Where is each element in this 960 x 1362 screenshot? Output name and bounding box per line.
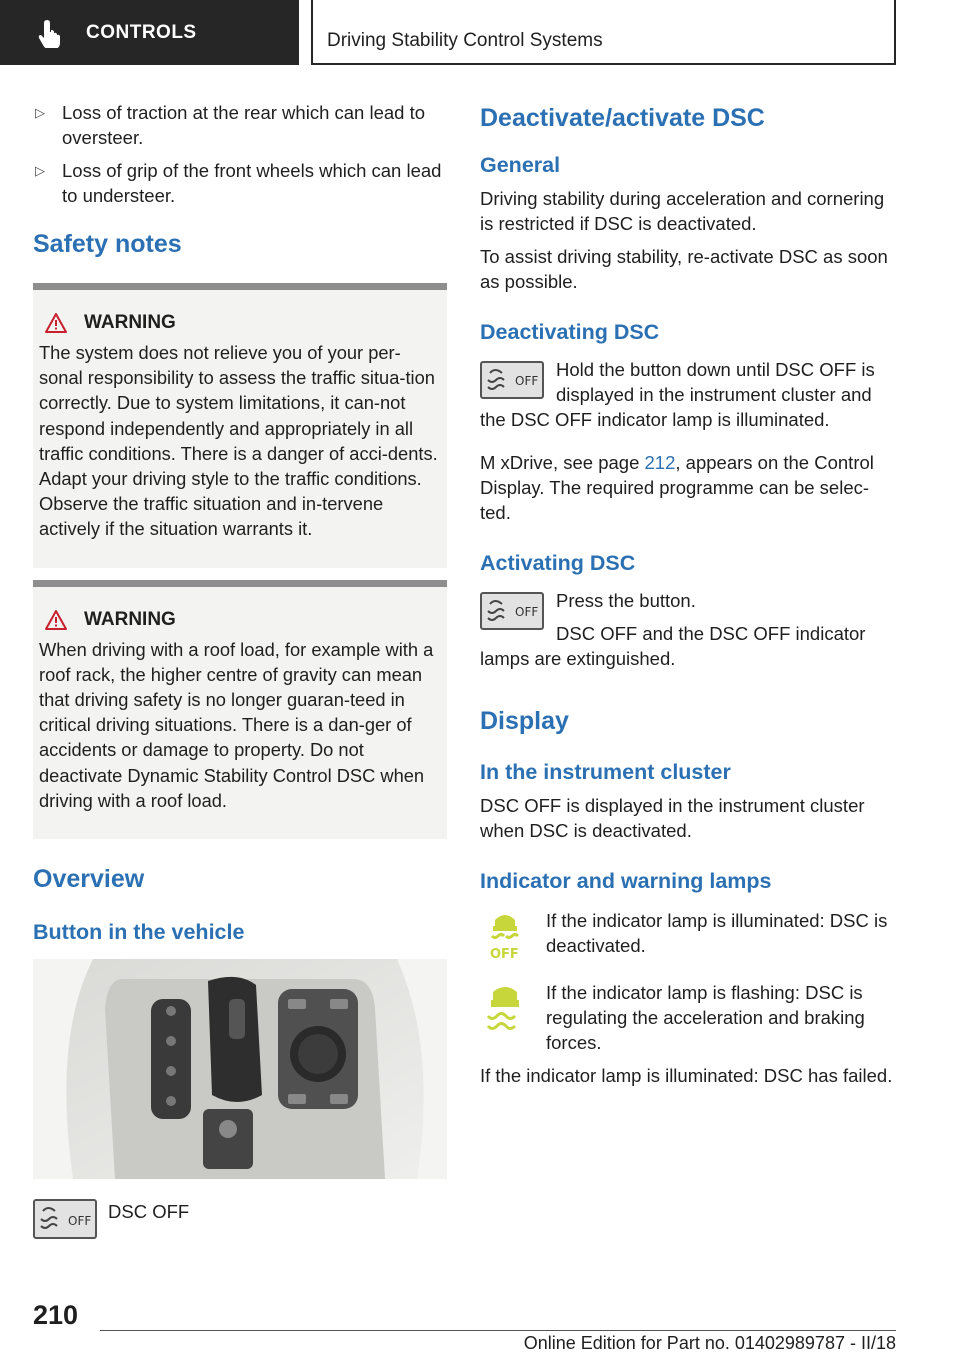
activating-text: DSC OFF and the DSC OFF indicator lamps are extinguished.: [480, 623, 866, 669]
dsc-off-caption: DSC OFF: [108, 1201, 190, 1223]
lamp-off-label: OFF: [490, 947, 519, 962]
warning-text: When driving with a roof load, for example with a roof rack, the higher centre of gravity can mean that driving safety is no longer guaran‐teed in critical driving situations. There is a dan‐ger of accidents or damage to property. Do not deactivate Dynamic Stability Control DSC when driving with a roof load.: [39, 638, 434, 811]
warning-triangle-icon: [45, 610, 67, 630]
edition-text: Online Edition for Part no. 01402989787 - II/18: [523, 1333, 896, 1353]
section-title: CONTROLS: [86, 21, 197, 43]
lamp-text: If the indicator lamp is flashing: DSC is regulating the acceleration and braking forces.: [546, 982, 865, 1053]
warning-box: [33, 580, 447, 839]
page-number: 210: [33, 1300, 79, 1330]
list-item-text: Loss of grip of the front wheels which can lead to understeer.: [62, 160, 442, 206]
page-link[interactable]: 212: [644, 452, 676, 473]
dsc-off-button-label: OFF: [68, 1214, 92, 1229]
lamp-row: [480, 980, 898, 1055]
deactivate-activate-heading: Deactivate/activate DSC: [480, 104, 765, 132]
left-column: [33, 100, 447, 1239]
dsc-off-button-label: OFF: [515, 374, 539, 388]
list-item: [33, 158, 447, 208]
dsc-off-button-icon: [480, 361, 544, 399]
instrument-cluster-heading: In the instrument cluster: [480, 760, 731, 784]
dsc-off-button-icon: [480, 592, 544, 630]
activating-text: Press the button.: [556, 590, 696, 611]
triangle-bullet-icon: ▷: [35, 105, 45, 120]
lamp-row: [480, 908, 898, 962]
warning-triangle-icon: [45, 313, 67, 333]
dsc-caption-row: [33, 1199, 447, 1239]
safety-notes-heading: Safety notes: [33, 230, 182, 258]
activating-heading: Activating DSC: [480, 551, 636, 575]
deactivating-block: [480, 357, 898, 432]
activating-block: [480, 588, 898, 671]
warning-text: The system does not relieve you of your per‐sonal responsibility to assess the traffic situa‐tion correctly. Due to system limitations, it can‐not respond independently and appropriately in all traffic conditions. There is a danger of acci‐dents. Adapt your driving style to the traffic conditions. Observe the traffic situation and in‐tervene actively if the situation warrants it.: [39, 342, 438, 540]
center-console-image: [33, 959, 447, 1179]
warning-box: [33, 283, 447, 568]
chapter-title: Driving Stability Control Systems: [327, 30, 603, 51]
lamp-text: If the indicator lamp is illuminated: DSC is deactivated.: [546, 910, 888, 956]
failed-text: If the indicator lamp is illuminated: DSC has failed.: [480, 1065, 893, 1086]
xdrive-paragraph: M xDrive, see page 212, appears on the Control Display. The required programme can be selec‐ted.: [480, 452, 874, 523]
deactivating-heading: Deactivating DSC: [480, 320, 660, 344]
indicator-lamps-heading: Indicator and warning lamps: [480, 869, 772, 893]
hand-pointer-icon: [38, 18, 64, 48]
list-item-text: Loss of traction at the rear which can lead to oversteer.: [62, 102, 426, 148]
dsc-off-button-label: OFF: [515, 605, 539, 619]
button-in-vehicle-heading: Button in the vehicle: [33, 920, 245, 945]
display-heading: Display: [480, 707, 569, 735]
center-console-photo: [33, 959, 447, 1179]
warning-title: WARNING: [39, 609, 441, 631]
general-heading: General: [480, 153, 561, 177]
dsc-off-button-icon: [33, 1199, 97, 1239]
dsc-off-lamp-icon: [480, 910, 530, 962]
general-paragraph: Driving stability during acceleration and cornering is restricted if DSC is deactivated.: [480, 188, 885, 234]
overview-heading: Overview: [33, 865, 145, 894]
bullet-list: [33, 100, 447, 208]
list-item: [33, 100, 447, 150]
right-column: [480, 100, 898, 1088]
footer-divider: [100, 1330, 896, 1331]
general-paragraph: To assist driving stability, re-activate DSC as soon as possible.: [480, 246, 888, 292]
instrument-cluster-text: DSC OFF is displayed in the instrument cluster when DSC is deactivated.: [480, 795, 865, 841]
warning-title: WARNING: [39, 312, 441, 334]
dsc-lamp-icon: [480, 984, 530, 1036]
deactivating-text: Hold the button down until DSC OFF is displayed in the instrument cluster and the DSC OFF indicator lamp is illuminated.: [480, 359, 875, 430]
header-section-tab: [0, 0, 299, 65]
triangle-bullet-icon: ▷: [35, 163, 45, 178]
header-chapter-box: [311, 0, 896, 65]
